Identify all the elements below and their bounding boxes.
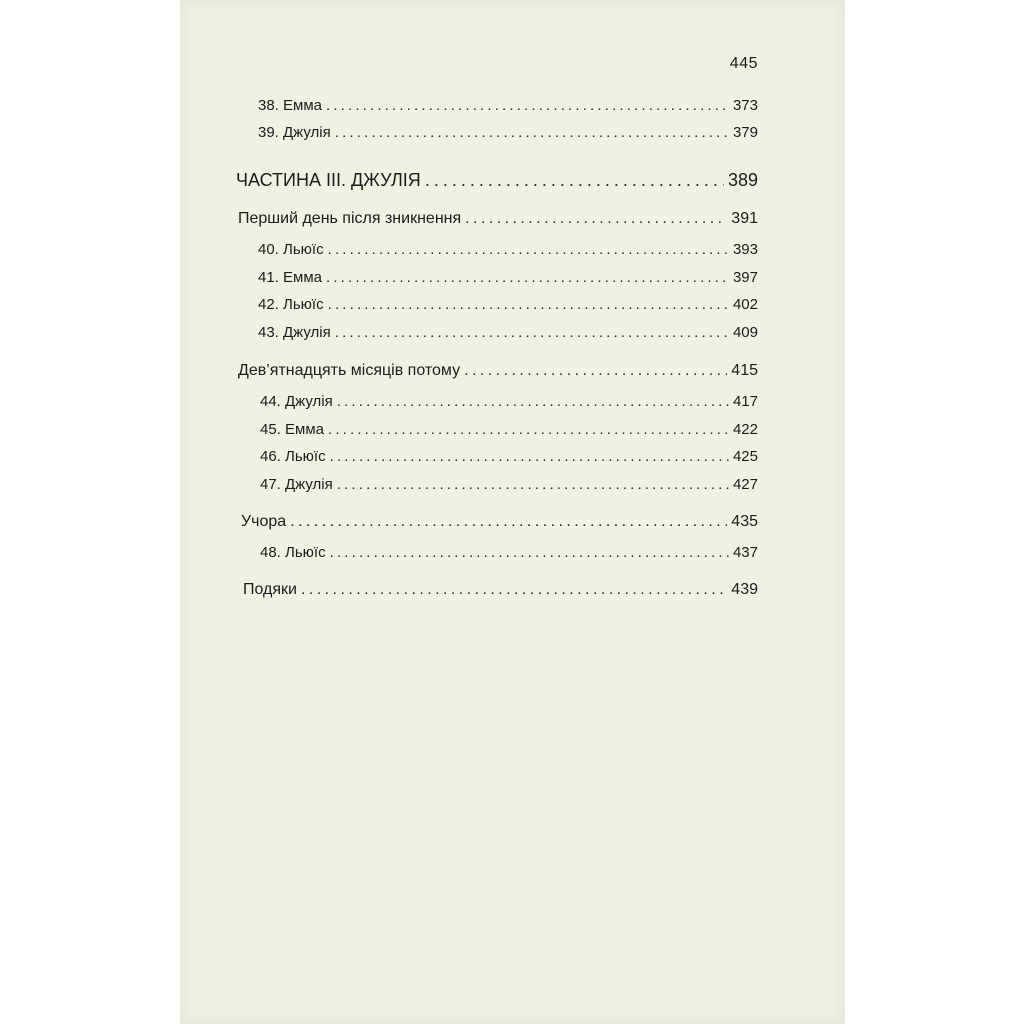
toc-entry	[258, 97, 758, 114]
toc-entry-page: 437	[732, 544, 758, 561]
toc-entry-title: 45. Емма	[260, 421, 324, 438]
toc-entry-title: 46. Льюїс	[260, 448, 326, 465]
toc-entry	[258, 269, 758, 286]
leader-dots	[330, 544, 729, 561]
toc-entry-title: 39. Джулія	[258, 124, 331, 141]
leader-dots	[330, 448, 729, 465]
leader-dots	[328, 421, 729, 438]
toc-entry-page: 417	[732, 393, 758, 410]
toc-entry-title: 41. Емма	[258, 269, 322, 286]
toc-entry	[258, 124, 758, 141]
page-number: 445	[729, 55, 758, 72]
leader-dots	[328, 296, 729, 313]
toc-entry-title: 48. Льюїс	[260, 544, 326, 561]
toc-entry	[260, 448, 758, 465]
leader-dots	[326, 97, 729, 114]
leader-dots	[335, 124, 729, 141]
toc-entry-title: Учора	[241, 513, 287, 530]
leader-dots	[326, 269, 729, 286]
toc-entry-section	[238, 210, 758, 228]
toc-entry-page: 391	[731, 210, 758, 227]
toc-entry-page: 402	[732, 296, 758, 313]
toc-entry	[260, 393, 758, 410]
leader-dots	[328, 241, 729, 258]
toc-entry-title: ЧАСТИНА ІІІ. ДЖУЛІЯ	[236, 170, 421, 190]
toc-entry-page: 373	[732, 97, 758, 114]
toc-entry-section	[241, 513, 758, 531]
toc-entry-page: 389	[727, 170, 758, 190]
toc-entry-title: 38. Емма	[258, 97, 322, 114]
toc-entry-title: Подяки	[243, 581, 297, 598]
toc-entry	[260, 544, 758, 561]
toc-entry	[260, 476, 758, 493]
toc-entry-page: 397	[732, 269, 758, 286]
toc-entry-page: 415	[731, 362, 758, 379]
toc-entry	[258, 241, 758, 258]
leader-dots	[464, 362, 727, 380]
leader-dots	[337, 476, 729, 493]
toc-entry-title: 44. Джулія	[260, 393, 333, 410]
toc-entry-part	[236, 170, 758, 191]
leader-dots	[425, 170, 724, 191]
toc-entry-title: Перший день після зникнення	[238, 210, 462, 227]
toc-entry-page: 409	[732, 324, 758, 341]
toc-entry-page: 422	[732, 421, 758, 438]
toc-entry-page: 393	[732, 241, 758, 258]
toc-entry-section	[238, 362, 758, 380]
leader-dots	[337, 393, 729, 410]
toc-entry	[258, 324, 758, 341]
leader-dots	[301, 581, 727, 599]
toc-entry-page: 427	[732, 476, 758, 493]
toc-entry	[260, 421, 758, 438]
toc-entry-title: Дев’ятнадцять місяців потому	[238, 362, 461, 379]
toc-entry-page: 379	[732, 124, 758, 141]
toc-entry-section	[243, 581, 758, 599]
toc-entry-page: 435	[731, 513, 758, 530]
toc-entry-page: 439	[731, 581, 758, 598]
toc-entry	[258, 296, 758, 313]
book-page	[180, 0, 845, 1024]
leader-dots	[465, 210, 727, 228]
toc-entry-title: 47. Джулія	[260, 476, 333, 493]
toc-entry-page: 425	[732, 448, 758, 465]
leader-dots	[335, 324, 729, 341]
toc-entry-title: 42. Льюїс	[258, 296, 324, 313]
toc-entry-title: 43. Джулія	[258, 324, 331, 341]
toc-entry-title: 40. Льюїс	[258, 241, 324, 258]
leader-dots	[290, 513, 727, 531]
